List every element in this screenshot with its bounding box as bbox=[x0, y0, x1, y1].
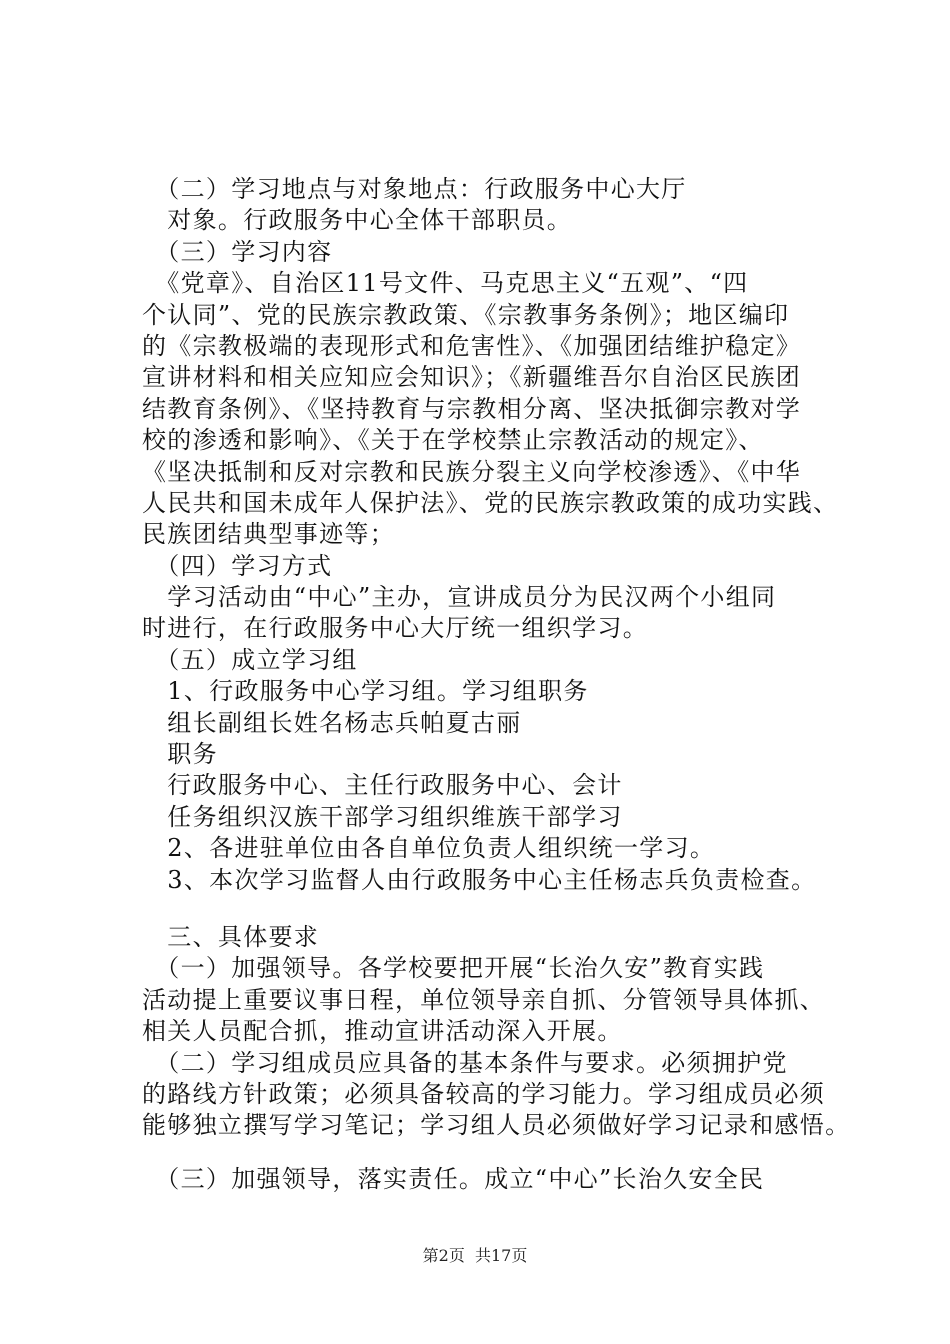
text-line: 人民共和国未成年人保护法》、党的民族宗教政策的成功实践、 bbox=[142, 488, 839, 517]
text-line: 2、各进驻单位由各自单位负责人组织统一学习。 bbox=[142, 834, 716, 863]
text-line: 的《宗教极端的表现形式和危害性》、《加强团结维护稳定》 bbox=[142, 331, 802, 360]
text-line: 行政服务中心、主任行政服务中心、会计 bbox=[142, 771, 623, 800]
text-line: 校的渗透和影响》、《关于在学校禁止宗教活动的规定》、 bbox=[142, 426, 764, 455]
text-line: （三）学习内容 bbox=[142, 237, 333, 266]
text-line: 对象。行政服务中心全体干部职员。 bbox=[142, 206, 573, 235]
text-line: （四）学习方式 bbox=[142, 551, 333, 580]
text-line: （二）学习地点与对象地点：行政服务中心大厅 bbox=[142, 175, 687, 203]
document-body bbox=[142, 174, 851, 1195]
page-footer: 第2页 共17页 bbox=[422, 1246, 528, 1265]
text-line: 任务组织汉族干部学习组织维族干部学习 bbox=[142, 802, 623, 831]
text-line: 组长副组长姓名杨志兵帕夏古丽 bbox=[142, 708, 522, 737]
text-line: 结教育条例》、《坚持教育与宗教相分离、坚决抵御宗教对学 bbox=[142, 394, 802, 423]
text-line: 《党章》、自治区11号文件、马克思主义“五观”、“四 bbox=[142, 269, 749, 298]
text-line: 时进行，在行政服务中心大厅统一组织学习。 bbox=[142, 614, 648, 643]
text-line: 职务 bbox=[142, 740, 218, 769]
text-line: 1、行政服务中心学习组。学习组职务 bbox=[142, 677, 589, 706]
text-line: 的路线方针政策；必须具备较高的学习能力。学习组成员必须 bbox=[142, 1079, 826, 1108]
text-line: 宣讲材料和相关应知应会知识》；《新疆维吾尔自治区民族团 bbox=[142, 363, 802, 392]
text-line: 能够独立撰写学习笔记；学习组人员必须做好学习记录和感悟。 bbox=[142, 1111, 851, 1140]
text-line: 学习活动由“中心”主办，宣讲成员分为民汉两个小组同 bbox=[142, 583, 777, 612]
text-line: （五）成立学习组 bbox=[142, 645, 358, 674]
text-line: 相关人员配合抓，推动宣讲活动深入开展。 bbox=[142, 1017, 623, 1046]
text-line: （一）加强领导。各学校要把开展“长治久安”教育实践 bbox=[142, 954, 765, 983]
text-line: 3、本次学习监督人由行政服务中心主任杨志兵负责检查。 bbox=[142, 865, 817, 894]
text-line: 活动提上重要议事日程，单位领导亲自抓、分管领导具体抓、 bbox=[142, 985, 826, 1014]
text-line: 《坚决抵制和反对宗教和民族分裂主义向学校渗透》、《中华 bbox=[142, 457, 802, 486]
paragraph-gap bbox=[142, 896, 842, 922]
paragraph-gap bbox=[142, 1142, 842, 1164]
text-line: （二）学习组成员应具备的基本条件与要求。必须拥护党 bbox=[142, 1048, 788, 1077]
section-heading: 三、具体要求 bbox=[142, 922, 320, 951]
text-line: （三）加强领导，落实责任。成立“中心”长治久安全民 bbox=[142, 1164, 765, 1193]
text-line: 个认同”、党的民族宗教政策、《宗教事务条例》；地区编印 bbox=[142, 300, 790, 329]
text-line: 民族团结典型事迹等； bbox=[142, 520, 395, 549]
